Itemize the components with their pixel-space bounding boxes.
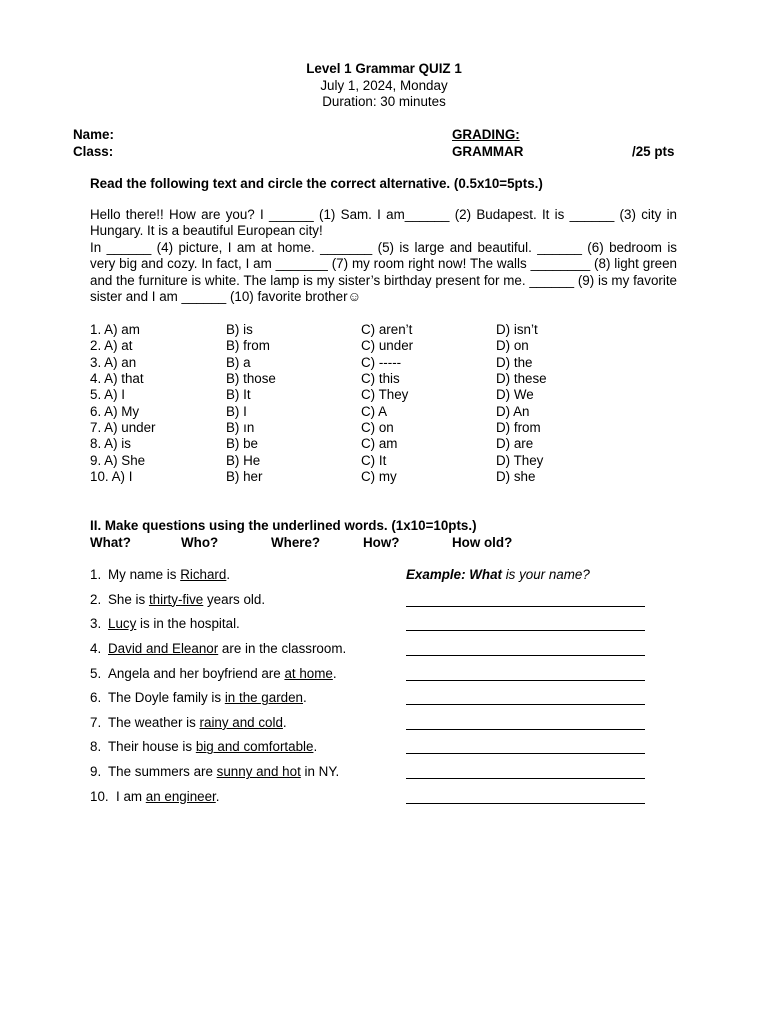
question-item (90, 641, 690, 666)
question-number: 8. (90, 739, 102, 755)
option-choice[interactable]: B) be (226, 436, 259, 452)
question-number: 10. (90, 788, 109, 804)
option-choice[interactable]: C) They (361, 387, 409, 403)
quiz-header (0, 61, 768, 111)
answer-line[interactable] (406, 606, 645, 607)
option-choice[interactable]: 5. A) I (90, 387, 125, 403)
sentence-text: Angela and her boyfriend are (108, 665, 285, 681)
question-item (90, 616, 690, 641)
question-item (90, 715, 690, 740)
answer-line[interactable] (406, 753, 645, 754)
option-choice[interactable]: C) A (361, 403, 388, 419)
option-choice[interactable]: D) these (496, 371, 547, 387)
question-number: 7. (90, 714, 102, 730)
option-choice[interactable]: B) a (226, 354, 251, 370)
passage-paragraph: Hello there!! How are you? I ______ (1) Sam. I am______ (2) Budapest. It is ______ (3) city in Hungary. It is a beautiful European city! (90, 207, 677, 239)
option-row (90, 322, 650, 338)
question-item (90, 592, 690, 617)
option-row (90, 469, 650, 485)
option-choice[interactable]: B) those (226, 371, 276, 387)
question-sentence (108, 567, 230, 582)
question-word: Who? (181, 535, 219, 550)
quiz-duration: Duration: 30 minutes (322, 94, 446, 109)
question-number: 6. (90, 690, 102, 706)
underlined-word: Lucy (108, 616, 137, 632)
option-choice[interactable]: 8. A) is (90, 436, 131, 452)
underlined-word: an engineer (145, 788, 216, 804)
option-choice[interactable]: B) It (226, 387, 251, 403)
option-choice[interactable]: 6. A) My (90, 403, 140, 419)
underlined-word: big and comfortable (195, 739, 314, 755)
option-row (90, 404, 650, 420)
underlined-word: Richard (180, 567, 227, 582)
question-sentence (116, 789, 220, 804)
sentence-text: years old. (203, 591, 266, 607)
question-number: 4. (90, 640, 102, 656)
question-item (90, 764, 690, 789)
question-item (90, 690, 690, 715)
underlined-word: David and Eleanor (108, 640, 219, 656)
question-list (90, 567, 690, 813)
option-choice[interactable]: B) I (226, 403, 247, 419)
option-row (90, 355, 650, 371)
example-rest: is your name? (501, 567, 590, 582)
sentence-text: . (332, 665, 337, 681)
option-choice[interactable]: C) ----- (361, 354, 402, 370)
option-choice[interactable]: C) this (361, 371, 400, 387)
question-word: How? (363, 535, 400, 550)
answer-line[interactable] (406, 704, 645, 705)
option-choice[interactable]: C) my (361, 469, 397, 485)
sentence-text: is in the hospital. (136, 616, 240, 632)
option-choice[interactable]: D) on (496, 338, 529, 354)
option-choice[interactable]: B) ın (226, 420, 255, 436)
quiz-date: July 1, 2024, Monday (320, 77, 448, 93)
question-word: Where? (271, 535, 321, 550)
answer-line[interactable] (406, 680, 645, 681)
question-item (90, 739, 690, 764)
sentence-text: . (313, 739, 318, 755)
sentence-text: are in the classroom. (218, 640, 347, 656)
sentence-text: The summers are (108, 764, 217, 780)
answer-line[interactable] (406, 778, 645, 779)
underlined-word: at home (284, 665, 333, 681)
option-choice[interactable]: D) are (496, 436, 534, 452)
option-choice[interactable]: C) under (361, 338, 414, 354)
sentence-text: I am (116, 788, 146, 804)
underlined-word: sunny and hot (216, 764, 301, 780)
example-bold: Example: What (406, 567, 502, 582)
class-label: Class: (73, 144, 114, 159)
option-choice[interactable]: 3. A) an (90, 354, 137, 370)
question-words (90, 535, 590, 552)
question-number: 2. (90, 591, 102, 607)
option-row (90, 338, 650, 354)
question-number: 3. (90, 616, 102, 632)
section2-heading: II. Make questions using the underlined words. (1x10=10pts.) (90, 518, 477, 533)
option-choice[interactable]: B) from (226, 338, 270, 354)
option-choice[interactable]: D) They (496, 452, 544, 468)
option-choice[interactable]: C) on (361, 420, 394, 436)
option-choice[interactable]: D) An (496, 403, 530, 419)
underlined-word: rainy and cold (199, 714, 283, 730)
answer-line[interactable] (406, 630, 645, 631)
question-number: 5. (90, 665, 102, 681)
option-choice[interactable]: D) isn’t (496, 322, 538, 337)
sentence-text: Their house is (108, 739, 196, 755)
option-choice[interactable]: D) she (496, 469, 536, 485)
passage-paragraph: In ______ (4) picture, I am at home. _______ (5) is large and beautiful. ______ (6) bedroom is very big and cozy. In fact, I am _______ (7) my room right now! The walls ________ (8) light green and the furniture is white. The lamp is my sister’s birthday present for me. ______ (9) is my favorite sister and I am ______ (10) favorite brother☺ (90, 239, 677, 305)
answer-line[interactable] (406, 729, 645, 730)
answer-line[interactable] (406, 655, 645, 656)
points-total: /25 pts (632, 144, 675, 159)
option-choice[interactable]: D) from (496, 420, 541, 436)
reading-passage (90, 207, 677, 305)
option-choice[interactable]: B) He (226, 452, 261, 468)
sentence-text: She is (108, 591, 149, 607)
question-number: 9. (90, 764, 102, 780)
section1-heading: Read the following text and circle the correct alternative. (0.5x10=5pts.) (90, 176, 543, 191)
sentence-text: . (282, 714, 287, 730)
sentence-text: . (215, 788, 220, 804)
question-sentence (108, 690, 307, 705)
sentence-text: The Doyle family is (108, 690, 225, 706)
option-choice[interactable]: 9. A) She (90, 452, 146, 468)
question-sentence (108, 666, 337, 681)
option-row (90, 453, 650, 469)
underlined-word: thirty-five (148, 591, 204, 607)
name-label: Name: (73, 127, 114, 142)
quiz-title: Level 1 Grammar QUIZ 1 (306, 61, 462, 76)
option-row (90, 436, 650, 452)
question-item (90, 567, 690, 592)
option-choice[interactable]: D) We (496, 387, 534, 403)
answer-options (90, 322, 650, 485)
option-choice[interactable]: C) am (361, 436, 398, 452)
sentence-text: The weather is (108, 714, 200, 730)
question-sentence (108, 764, 339, 779)
grading-label: GRADING: (452, 127, 520, 142)
sentence-text: in NY. (300, 764, 340, 780)
question-sentence (108, 715, 287, 730)
student-info (73, 126, 693, 160)
option-row (90, 387, 650, 403)
grammar-label: GRAMMAR (452, 144, 524, 159)
sentence-text: . (303, 690, 307, 706)
underlined-word: in the garden (224, 690, 304, 706)
question-number: 1. (90, 567, 102, 582)
option-choice[interactable]: 4. A) that (90, 371, 144, 387)
answer-line[interactable] (406, 803, 645, 804)
option-row (90, 420, 650, 436)
option-choice[interactable]: C) aren’t (361, 322, 413, 337)
question-word: How old? (452, 535, 513, 550)
question-sentence (108, 616, 240, 631)
option-row (90, 371, 650, 387)
option-choice[interactable]: D) the (496, 354, 533, 370)
option-choice[interactable]: 10. A) I (90, 469, 133, 485)
option-choice[interactable]: 2. A) at (90, 338, 133, 354)
question-sentence (108, 739, 317, 754)
option-choice[interactable]: C) It (361, 452, 387, 468)
option-choice[interactable]: 1. A) am (90, 322, 140, 337)
question-sentence (108, 641, 346, 656)
option-choice[interactable]: B) her (226, 469, 263, 485)
question-sentence (108, 592, 265, 607)
option-choice[interactable]: B) is (226, 322, 253, 337)
question-item (90, 789, 690, 814)
sentence-text: . (226, 567, 231, 582)
question-item (90, 666, 690, 691)
question-word: What? (90, 535, 131, 550)
option-choice[interactable]: 7. A) under (90, 420, 156, 436)
example-answer (406, 567, 590, 582)
sentence-text: My name is (108, 567, 181, 582)
